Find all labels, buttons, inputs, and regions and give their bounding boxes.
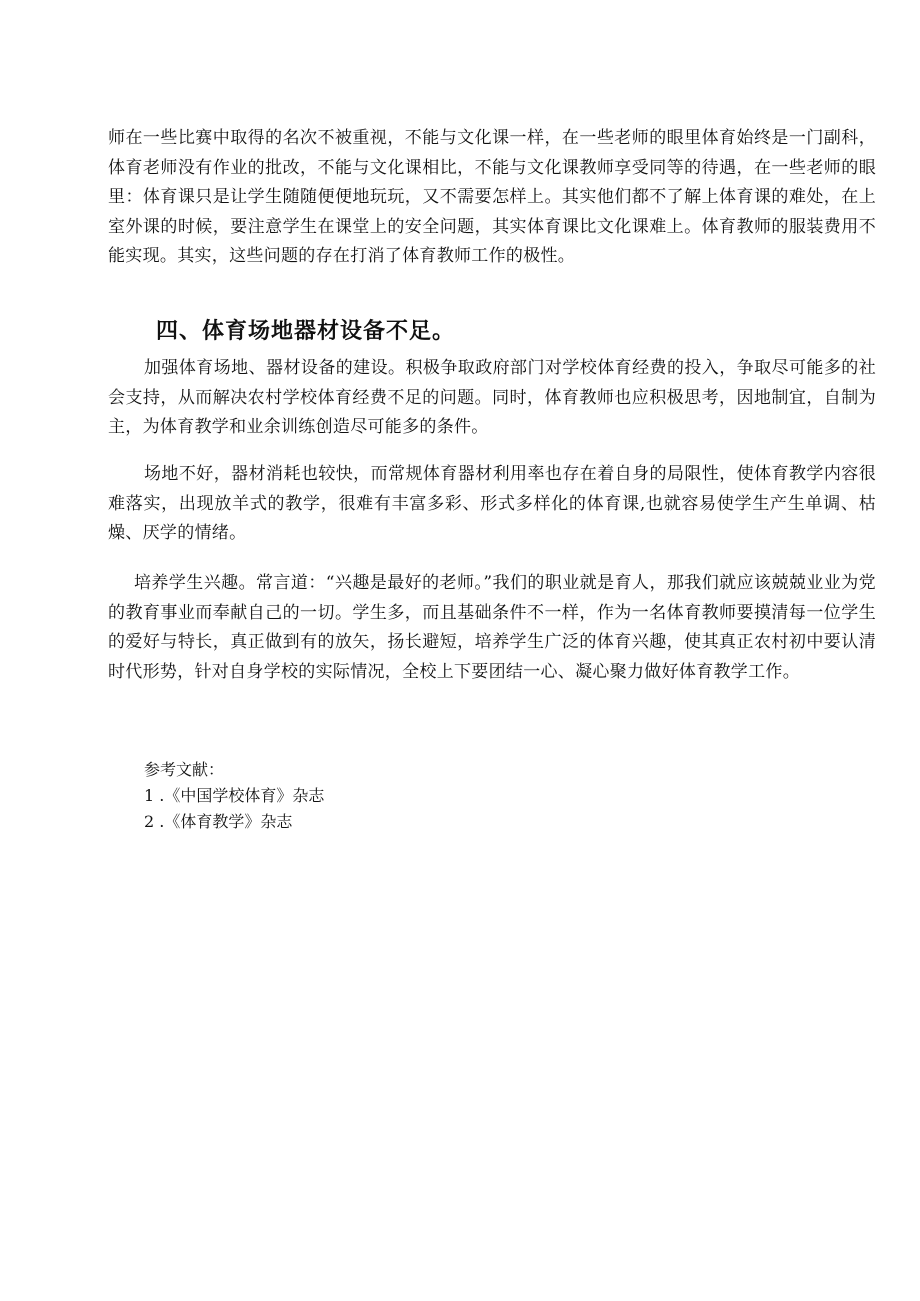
- references-section: [144, 757, 324, 835]
- paragraph-teacher-status: 师在一些比赛中取得的名次不被重视，不能与文化课一样，在一些老师的眼里体育始终是一门副科，体育老师没有作业的批改，不能与文化课相比，不能与文化课教师享受同等的待遇，在一些老师的眼里：体育课只是让学生随随便便地玩玩，又不需要怎样上。其实他们都不了解上体育课的难处，在上室外课的时候，要注意学生在课堂上的安全问题，其实体育课比文化课难上。体育教师的服装费用不能实现。其实，这些问题的存在打消了体育教师工作的极性。: [108, 128, 876, 266]
- paragraph-equipment-limits: 场地不好，器材消耗也较快，而常规体育器材利用率也存在着自身的局限性，使体育教学内容很难落实，出现放羊式的教学，很难有丰富多彩、形式多样化的体育课,也就容易使学生产生单调、枯燥、厌学的情绪。: [108, 464, 876, 543]
- reference-item: 2 .《体育教学》杂志: [144, 812, 293, 831]
- paragraph-student-interest: 培养学生兴趣。常言道：“兴趣是最好的老师。”我们的职业就是育人，那我们就应该兢兢业业为党的教育事业而奉献自己的一切。学生多，而且基础条件不一样，作为一名体育教师要摸清每一位学生的爱好与特长，真正做到有的放矢，扬长避短，培养学生广泛的体育兴趣，使其真正农村初中要认清时代形势，针对自身学校的实际情况，全校上下要团结一心、凝心聚力做好体育教学工作。: [108, 573, 876, 682]
- reference-item: 1 .《中国学校体育》杂志: [144, 786, 325, 805]
- section-heading-facilities: 四、体育场地器材设备不足。: [156, 319, 456, 344]
- references-title: 参考文献：: [144, 760, 225, 779]
- paragraph-facility-construction: 加强体育场地、器材设备的建设。积极争取政府部门对学校体育经费的投入，争取尽可能多的社会支持，从而解决农村学校体育经费不足的问题。同时，体育教师也应积极思考，因地制宜，自制为主，为体育教学和业余训练创造尽可能多的条件。: [108, 358, 876, 437]
